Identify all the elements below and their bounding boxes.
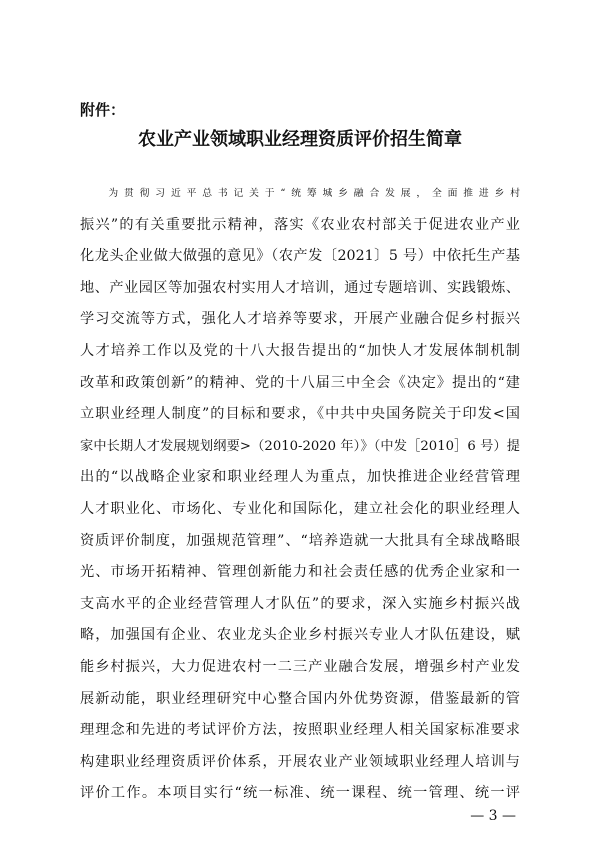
body-line: 略，加强国有企业、农业龙头企业乡村振兴专业人才队伍建设，赋	[80, 627, 520, 644]
body-line: 为贯彻习近平总书记关于“统筹城乡融合发展，全面推进乡村	[108, 188, 520, 199]
body-line: 光、市场开拓精神、管理创新能力和社会责任感的优秀企业家和一	[80, 564, 520, 581]
body-line: 人才职业化、市场化、专业化和国际化，建立社会化的职业经理人	[80, 500, 520, 517]
body-line: 学习交流等方式，强化人才培养等要求，开展产业融合促乡村振兴	[80, 311, 520, 328]
document-title: 农业产业领域职业经理资质评价招生简章	[138, 129, 462, 150]
body-line: 人才培养工作以及党的十八大报告提出的“加快人才发展体制机制	[80, 342, 520, 359]
body-line: 资质评价制度，加强规范管理”、“培养造就一大批具有全球战略眼	[80, 532, 520, 549]
body-line: 理理念和先进的考试评价方法，按照职业经理人相关国家标准要求	[80, 722, 520, 739]
body-line: 能乡村振兴，大力促进农村一二三产业融合发展，增强乡村产业发	[80, 658, 520, 675]
body-line: 构建职业经理资质评价体系，开展农业产业领域职业经理人培训与	[80, 753, 520, 770]
page-number: — 3 —	[470, 808, 516, 824]
body-line: 出的“以战略企业家和职业经理人为重点，加快推进企业经营管理	[80, 469, 520, 486]
body-line: 评价工作。本项目实行“统一标准、统一课程、统一管理、统一评	[80, 785, 520, 802]
body-line: 地、产业园区等加强农村实用人才培训，通过专题培训、实践锻炼、	[80, 279, 520, 296]
body-line: 改革和政策创新”的精神、党的十八届三中全会《决定》提出的“建	[80, 374, 520, 391]
body-text	[80, 178, 520, 810]
body-line: 振兴”的有关重要批示精神，落实《农业农村部关于促进农业产业	[80, 216, 520, 233]
body-line: 立职业经理人制度”的目标和要求，《中共中央国务院关于印发<国	[80, 406, 520, 423]
body-line: 家中长期人才发展规划纲要>（2010-2020 年）》（中发［2010］6 号）提	[80, 438, 520, 454]
body-line: 支高水平的企业经营管理人才队伍”的要求，深入实施乡村振兴战	[80, 595, 520, 612]
attachment-label: 附件：	[80, 101, 126, 119]
body-line: 化龙头企业做大做强的意见》（农产发〔2021〕5 号）中依托生产基	[80, 248, 520, 265]
body-line: 展新动能，职业经理研究中心整合国内外优势资源，借鉴最新的管	[80, 690, 520, 707]
